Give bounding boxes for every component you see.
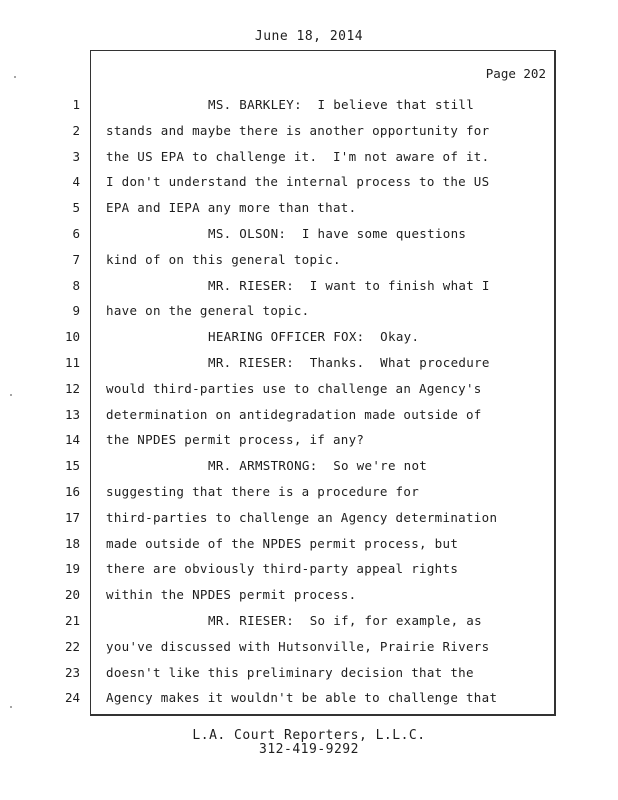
transcript-line: I don't understand the internal process to the US xyxy=(106,174,490,189)
line-number: 24 xyxy=(64,690,80,705)
line-number: 13 xyxy=(64,407,80,422)
transcript-line: have on the general topic. xyxy=(106,303,310,318)
scan-speck xyxy=(10,706,12,708)
line-number: 16 xyxy=(64,484,80,499)
line-number: 20 xyxy=(64,587,80,602)
line-number: 14 xyxy=(64,432,80,447)
line-number: 15 xyxy=(64,458,80,473)
line-number: 19 xyxy=(64,561,80,576)
transcript-date: June 18, 2014 xyxy=(254,29,364,44)
line-number: 9 xyxy=(72,303,80,318)
transcript-line: Agency makes it wouldn't be able to challenge that xyxy=(106,690,498,705)
scan-speck xyxy=(10,394,12,396)
line-number: 8 xyxy=(72,278,80,293)
line-number: 10 xyxy=(64,329,80,344)
transcript-line: MR. RIESER: So if, for example, as xyxy=(208,613,482,628)
scan-speck xyxy=(14,76,16,78)
transcript-line: MR. RIESER: I want to finish what I xyxy=(208,278,490,293)
transcript-line: would third-parties use to challenge an Agency's xyxy=(106,381,482,396)
line-number: 1 xyxy=(72,97,80,112)
line-number: 18 xyxy=(64,536,80,551)
line-number: 3 xyxy=(72,149,80,164)
transcript-line: made outside of the NPDES permit process, but xyxy=(106,536,459,551)
transcript-line: MS. OLSON: I have some questions xyxy=(208,226,467,241)
transcript-line: within the NPDES permit process. xyxy=(106,587,357,602)
transcript-line: third-parties to challenge an Agency determination xyxy=(106,510,498,525)
transcript-line: the US EPA to challenge it. I'm not aware of it. xyxy=(106,149,490,164)
line-number: 17 xyxy=(64,510,80,525)
transcript-line: determination on antidegradation made outside of xyxy=(106,407,482,422)
line-number: 5 xyxy=(72,200,80,215)
transcript-line: doesn't like this preliminary decision that the xyxy=(106,665,474,680)
line-number: 7 xyxy=(72,252,80,267)
line-number: 12 xyxy=(64,381,80,396)
transcript-line: the NPDES permit process, if any? xyxy=(106,432,365,447)
transcript-line: stands and maybe there is another opportunity for xyxy=(106,123,490,138)
line-number: 6 xyxy=(72,226,80,241)
transcript-line: you've discussed with Hutsonville, Prairie Rivers xyxy=(106,639,490,654)
page-number: Page 202 xyxy=(485,66,546,81)
transcript-line: suggesting that there is a procedure for xyxy=(106,484,420,499)
transcript-line: MS. BARKLEY: I believe that still xyxy=(208,97,475,112)
transcript-line: HEARING OFFICER FOX: Okay. xyxy=(208,329,420,344)
line-number: 11 xyxy=(64,355,80,370)
transcript-line: MR. ARMSTRONG: So we're not xyxy=(208,458,428,473)
reporter-company: L.A. Court Reporters, L.L.C. xyxy=(192,728,426,743)
line-number: 2 xyxy=(72,123,80,138)
line-number: 22 xyxy=(64,639,80,654)
transcript-line: EPA and IEPA any more than that. xyxy=(106,200,357,215)
line-number: 4 xyxy=(72,174,80,189)
transcript-line: MR. RIESER: Thanks. What procedure xyxy=(208,355,490,370)
line-number: 23 xyxy=(64,665,80,680)
transcript-line: there are obviously third-party appeal rights xyxy=(106,561,459,576)
reporter-phone: 312-419-9292 xyxy=(259,742,359,757)
transcript-line: kind of on this general topic. xyxy=(106,252,341,267)
line-number: 21 xyxy=(64,613,80,628)
